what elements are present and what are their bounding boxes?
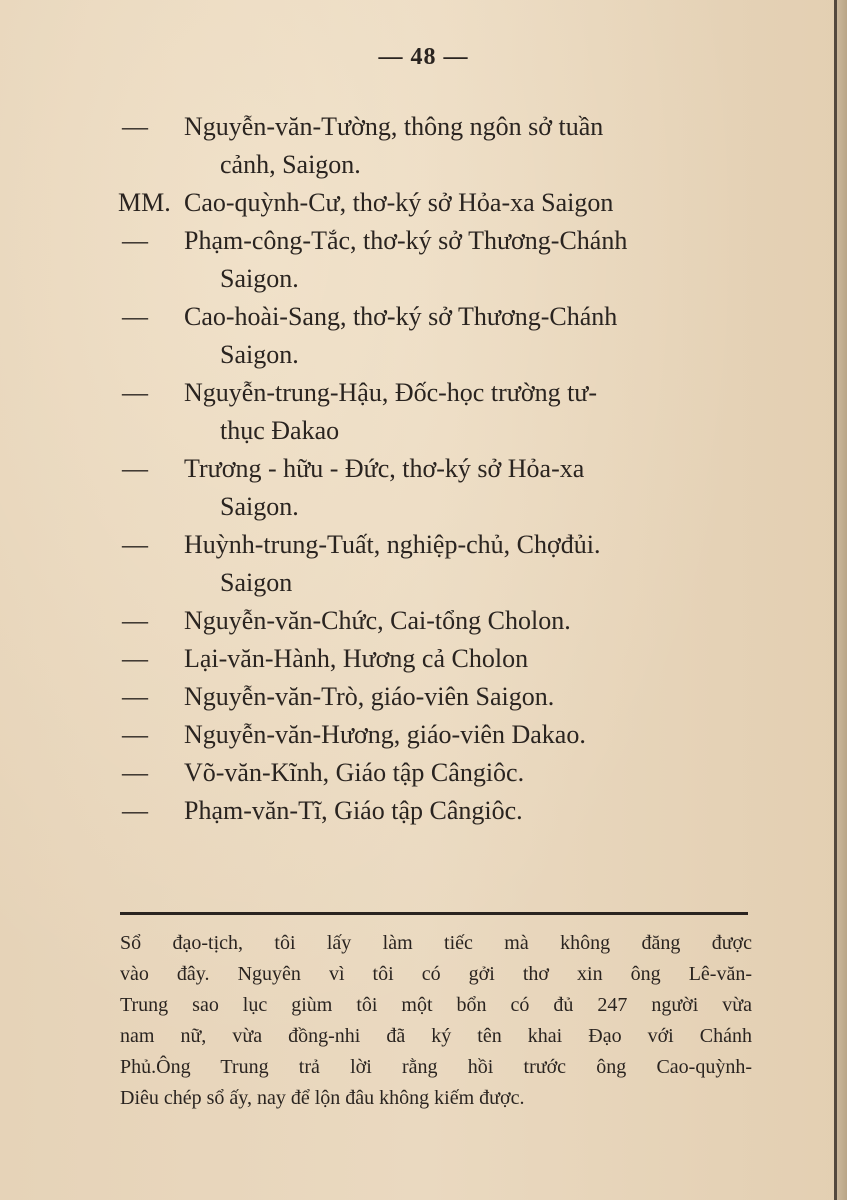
entry-prefix: — [122, 226, 148, 255]
entry-text: Cao-hoài-Sang, thơ-ký sở Thương-Chánh [184, 302, 618, 331]
entry-text: Phạm-văn-Tĩ, Giáo tập Cângiôc. [184, 796, 523, 825]
entry-prefix: — [122, 644, 148, 673]
list-item [118, 374, 778, 450]
entry-text: Trương - hữu - Đức, thơ-ký sở Hỏa-xa [184, 454, 585, 483]
entry-prefix: — [122, 454, 148, 483]
member-list [118, 108, 778, 830]
entry-text: Cao-quỳnh-Cư, thơ-ký sở Hỏa-xa Saigon [184, 188, 614, 217]
entry-prefix: — [122, 606, 148, 635]
entry-continuation: Saigon [220, 568, 293, 597]
list-item [118, 222, 778, 298]
list-item [118, 526, 778, 602]
entry-continuation: Saigon. [220, 492, 299, 521]
entry-prefix: MM. [118, 188, 171, 217]
list-item [118, 754, 778, 792]
entry-text: Nguyễn-trung-Hậu, Đốc-học trường tư- [184, 378, 598, 407]
list-item [118, 184, 778, 222]
list-item [118, 716, 778, 754]
footnote-line: nam nữ, vừa đồng-nhi đã ký tên khai Đạo với Chánh [120, 1025, 752, 1047]
entry-prefix: — [122, 112, 148, 141]
entry-text: Lại-văn-Hành, Hương cả Cholon [184, 644, 529, 673]
page-edge-line [834, 0, 837, 1200]
entry-continuation: thục Đakao [220, 416, 340, 445]
list-item [118, 640, 778, 678]
footnote-divider [120, 912, 748, 915]
entry-text: Võ-văn-Kĩnh, Giáo tập Cângiôc. [184, 758, 525, 787]
list-item [118, 678, 778, 716]
page-number: — 48 — [378, 44, 469, 70]
footnote-line: vào đây. Nguyên vì tôi có gởi thơ xin ông Lê-văn- [120, 963, 752, 985]
list-item [118, 602, 778, 640]
footnote [120, 928, 752, 1114]
list-item [118, 108, 778, 184]
entry-prefix: — [122, 530, 148, 559]
entry-prefix: — [122, 682, 148, 711]
footnote-line: Phủ.Ông Trung trả lời rằng hồi trước ông Cao-quỳnh- [120, 1056, 752, 1078]
entry-text: Nguyễn-văn-Trò, giáo-viên Saigon. [184, 682, 555, 711]
entry-text: Nguyễn-văn-Tường, thông ngôn sở tuần [184, 112, 604, 141]
footnote-line: Sổ đạo-tịch, tôi lấy làm tiếc mà không đăng được [120, 932, 752, 954]
entry-text: Nguyễn-văn-Hương, giáo-viên Dakao. [184, 720, 586, 749]
page-edge-shadow [837, 0, 847, 1200]
list-item [118, 298, 778, 374]
entry-text: Phạm-công-Tắc, thơ-ký sở Thương-Chánh [184, 226, 628, 255]
entry-text: Nguyễn-văn-Chức, Cai-tổng Cholon. [184, 606, 571, 635]
entry-continuation: Saigon. [220, 340, 299, 369]
entry-prefix: — [122, 796, 148, 825]
footnote-line: Diêu chép sổ ấy, nay để lộn đâu không kiếm được. [120, 1087, 525, 1109]
entry-continuation: Saigon. [220, 264, 299, 293]
entry-text: Huỳnh-trung-Tuất, nghiệp-chủ, Chợđủi. [184, 530, 601, 559]
entry-prefix: — [122, 758, 148, 787]
entry-continuation: cảnh, Saigon. [220, 150, 361, 179]
list-item [118, 792, 778, 830]
entry-prefix: — [122, 720, 148, 749]
list-item [118, 450, 778, 526]
entry-prefix: — [122, 378, 148, 407]
entry-prefix: — [122, 302, 148, 331]
footnote-line: Trung sao lục giùm tôi một bổn có đủ 247 người vừa [120, 994, 752, 1016]
